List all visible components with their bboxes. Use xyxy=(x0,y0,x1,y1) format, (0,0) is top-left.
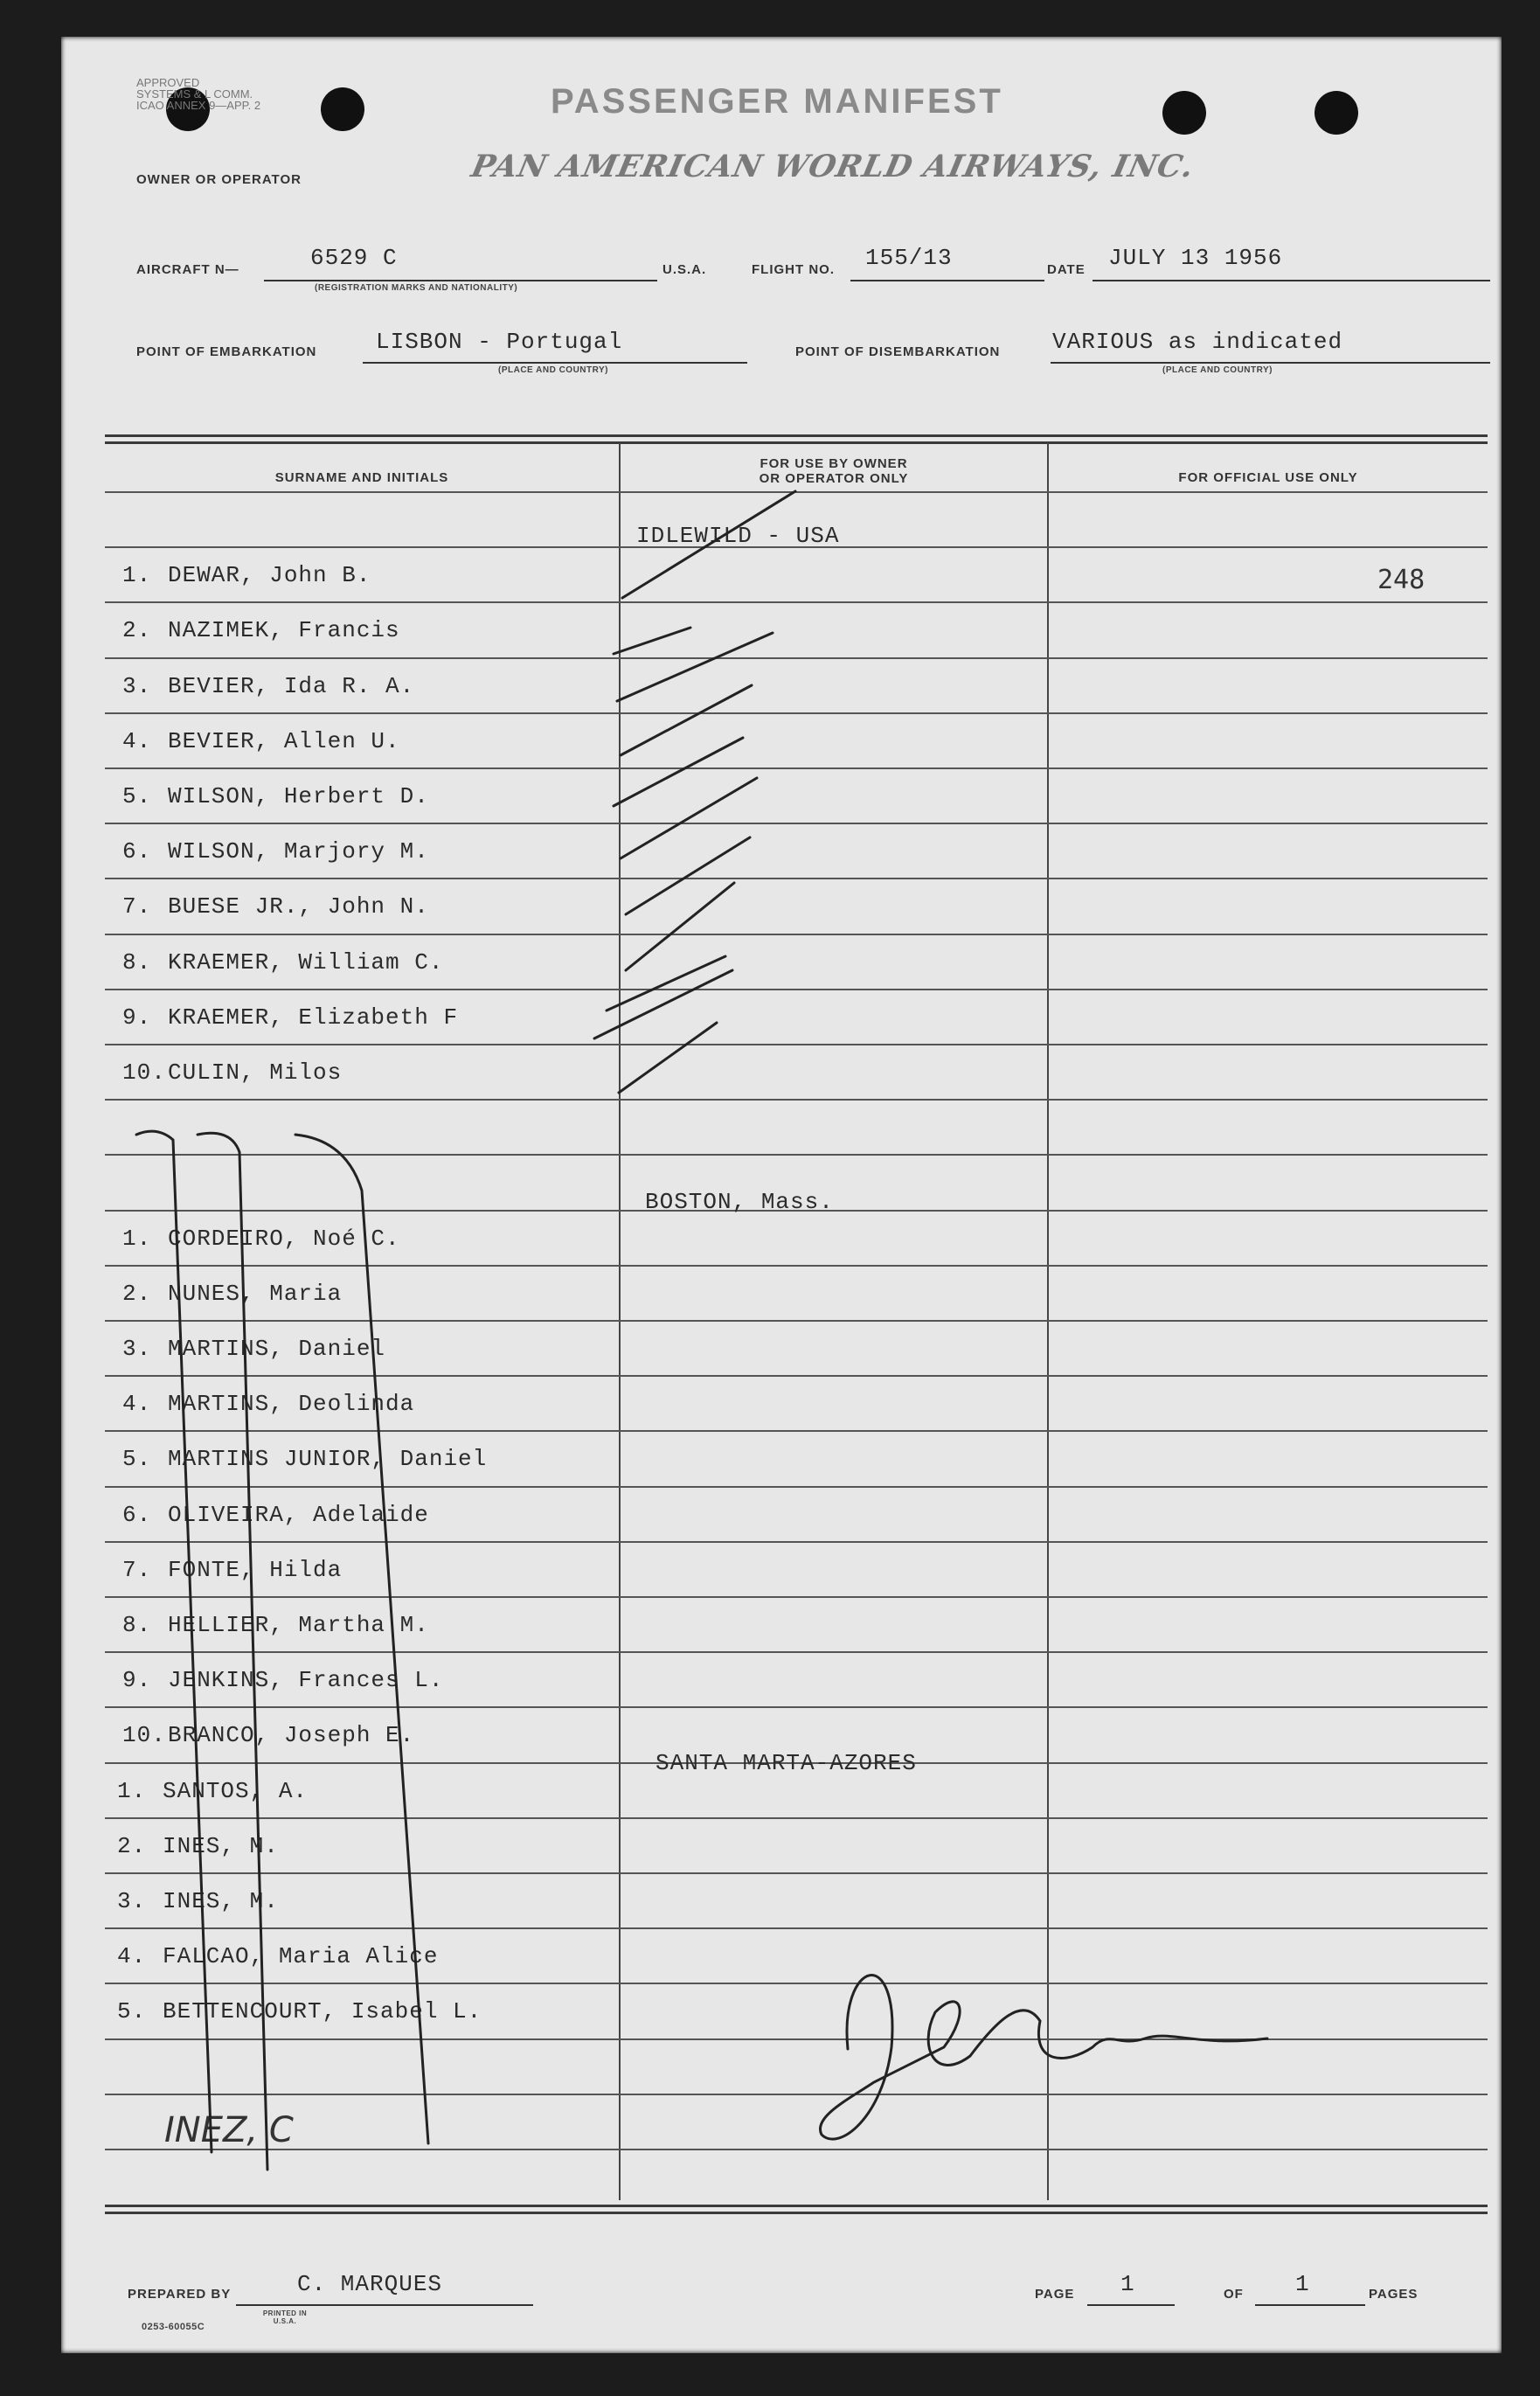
column-header-owner-use: FOR USE BY OWNER OR OPERATOR ONLY xyxy=(759,456,909,486)
passenger-name: HELLIER, Martha M. xyxy=(168,1612,429,1638)
passenger-name: CORDEIRO, Noé C. xyxy=(168,1226,400,1252)
passenger-name: KRAEMER, William C. xyxy=(168,949,444,976)
disembark-label: POINT OF DISEMBARKATION xyxy=(795,344,1001,359)
passenger-number: 1. xyxy=(122,1226,152,1252)
embark-note: (PLACE AND COUNTRY) xyxy=(498,365,608,375)
passenger-number: 8. xyxy=(122,1612,152,1638)
airline-name: PAN AMERICAN WORLD AIRWAYS, INC. xyxy=(468,149,1198,184)
check-marks xyxy=(594,491,795,1093)
passenger-name: MARTINS JUNIOR, Daniel xyxy=(168,1446,488,1472)
passenger-number: 2. xyxy=(122,617,152,643)
prepared-label: PREPARED BY xyxy=(128,2287,232,2302)
passenger-name: DEWAR, John B. xyxy=(168,562,371,588)
embark-label: POINT OF EMBARKATION xyxy=(136,344,317,359)
passenger-number: 2. xyxy=(122,1281,152,1307)
passenger-name: FALCAO, Maria Alice xyxy=(163,1943,439,1969)
passenger-name: SANTOS, A. xyxy=(163,1778,309,1804)
passenger-number: 5. xyxy=(122,1446,152,1472)
passenger-name: JENKINS, Frances L. xyxy=(168,1667,444,1693)
passenger-name: BETTENCOURT, Isabel L. xyxy=(163,1998,482,2024)
passenger-name: KRAEMER, Elizabeth F xyxy=(168,1004,459,1031)
passenger-number: 10. xyxy=(122,1059,166,1086)
prepared-value: C. MARQUES xyxy=(297,2271,443,2297)
printed-note: PRINTED IN U.S.A. xyxy=(262,2309,308,2325)
aircraft-value: 6529 C xyxy=(310,245,398,271)
column-header-surname: SURNAME AND INITIALS xyxy=(274,470,449,485)
bracket-marks xyxy=(136,1131,428,2170)
destination-idlewild: IDLEWILD - USA xyxy=(636,523,840,549)
pages-label: PAGES xyxy=(1369,2287,1419,2302)
passenger-number: 9. xyxy=(122,1004,152,1031)
flight-number: 155/13 xyxy=(865,245,953,271)
passenger-name: WILSON, Herbert D. xyxy=(168,783,429,809)
passenger-number: 5. xyxy=(122,783,152,809)
column-header-official-use: FOR OFFICIAL USE ONLY xyxy=(1178,470,1358,485)
handwritten-marks xyxy=(61,37,1502,2353)
aircraft-label: AIRCRAFT N— xyxy=(136,262,239,277)
passenger-name: FONTE, Hilda xyxy=(168,1557,343,1583)
page-title: PASSENGER MANIFEST xyxy=(551,82,1003,121)
of-value: 1 xyxy=(1295,2271,1310,2297)
registration-note: (REGISTRATION MARKS AND NATIONALITY) xyxy=(315,283,518,293)
passenger-name: BUESE JR., John N. xyxy=(168,893,429,920)
form-number: 0253-60055C xyxy=(142,2322,205,2332)
passenger-number: 7. xyxy=(122,893,152,920)
manifest-sheet xyxy=(61,37,1502,2353)
usa-label: U.S.A. xyxy=(662,262,707,277)
destination-santa-marta: SANTA MARTA-AZORES xyxy=(656,1750,917,1776)
passenger-name: NAZIMEK, Francis xyxy=(168,617,400,643)
passenger-name: OLIVEIRA, Adelaide xyxy=(168,1502,429,1528)
owner-label: OWNER OR OPERATOR xyxy=(136,172,302,187)
passenger-number: 4. xyxy=(117,1943,147,1969)
passenger-number: 6. xyxy=(122,838,152,865)
passenger-number: 10. xyxy=(122,1722,166,1748)
passenger-number: 3. xyxy=(122,1336,152,1362)
page-label: PAGE xyxy=(1035,2287,1075,2302)
passenger-name: BRANCO, Joseph E. xyxy=(168,1722,415,1748)
passenger-name: BEVIER, Ida R. A. xyxy=(168,673,415,699)
passenger-number: 7. xyxy=(122,1557,152,1583)
of-label: OF xyxy=(1224,2287,1244,2302)
handwritten-addition: INEZ, C xyxy=(164,2110,294,2150)
disembark-note: (PLACE AND COUNTRY) xyxy=(1162,365,1273,375)
passenger-number: 1. xyxy=(122,562,152,588)
passenger-number: 8. xyxy=(122,949,152,976)
passenger-number: 1. xyxy=(117,1778,147,1804)
passenger-number: 6. xyxy=(122,1502,152,1528)
disembark-value: VARIOUS as indicated xyxy=(1052,329,1343,355)
official-note: 248 xyxy=(1377,565,1426,595)
passenger-name: WILSON, Marjory M. xyxy=(168,838,429,865)
passenger-number: 2. xyxy=(117,1833,147,1859)
signature xyxy=(820,1976,1267,2140)
passenger-number: 3. xyxy=(122,673,152,699)
destination-boston: BOSTON, Mass. xyxy=(645,1189,834,1215)
passenger-name: MARTINS, Daniel xyxy=(168,1336,386,1362)
passenger-name: BEVIER, Allen U. xyxy=(168,728,400,754)
approval-stamp: APPROVED SYSTEMS & L COMM. ICAO ANNEX 9—APP. 2 xyxy=(136,76,261,112)
passenger-number: 4. xyxy=(122,1391,152,1417)
passenger-name: INES, M. xyxy=(163,1833,279,1859)
flight-label: FLIGHT NO. xyxy=(752,262,835,277)
date-value: JULY 13 1956 xyxy=(1108,245,1283,271)
date-label: DATE xyxy=(1047,262,1086,277)
passenger-number: 3. xyxy=(117,1888,147,1914)
page-value: 1 xyxy=(1120,2271,1135,2297)
passenger-name: MARTINS, Deolinda xyxy=(168,1391,415,1417)
passenger-number: 4. xyxy=(122,728,152,754)
passenger-name: CULIN, Milos xyxy=(168,1059,343,1086)
passenger-name: NUNES, Maria xyxy=(168,1281,343,1307)
passenger-number: 5. xyxy=(117,1998,147,2024)
passenger-number: 9. xyxy=(122,1667,152,1693)
embark-value: LISBON - Portugal xyxy=(376,329,623,355)
passenger-name: INES, M. xyxy=(163,1888,279,1914)
